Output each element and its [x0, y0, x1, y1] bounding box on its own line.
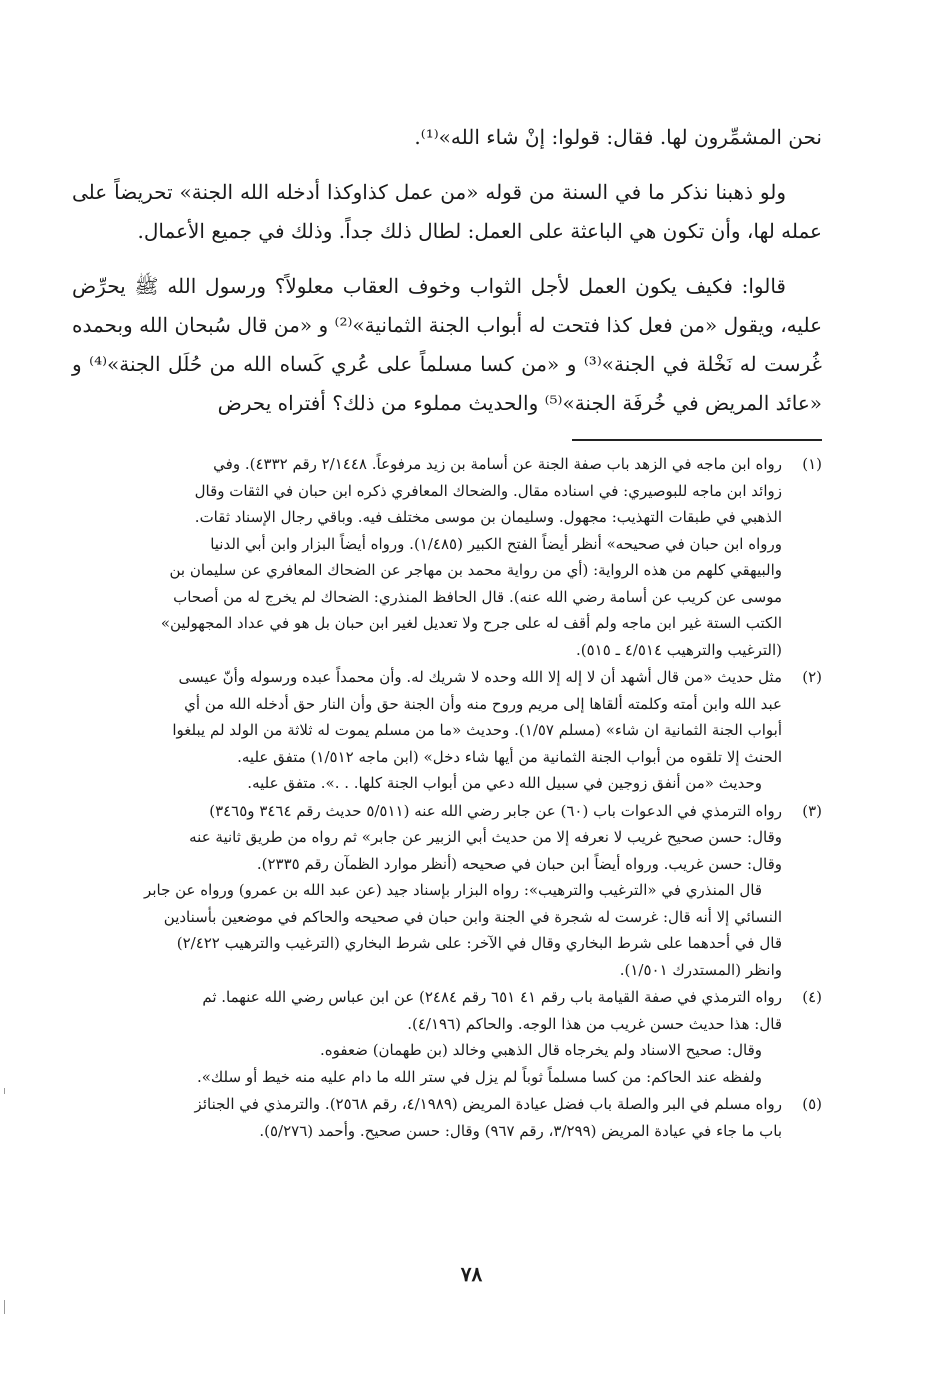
footnotes [72, 451, 822, 1144]
footnote-line: رواه الترمذي في صفة القيامة باب رقم ٤١ ٦٥١ رقم ٢٤٨٤) عن ابن عباس رضي الله عنهما. ثم [202, 988, 782, 1006]
page-number: ٧٨ [460, 1262, 483, 1286]
footnote-line: باب ما جاء في عيادة المريض (٣/٢٩٩، رقم ٩٦٧) وقال: حسن صحيح. وأحمد (٥/٢٧٦). [259, 1121, 782, 1140]
footnote-5 [72, 1091, 822, 1144]
footnote-3 [72, 798, 822, 984]
footnote-body [72, 984, 782, 1090]
footnote-1 [72, 451, 822, 663]
footnote-body [72, 798, 782, 984]
main-text [72, 118, 822, 423]
footnote-line: عبد الله وابن أمته وكلمته ألقاها إلى مريم وروح منه وأن الجنة حق وأن النار حق أدخله الله من أي [184, 694, 782, 713]
footnote-line: وقال: حسن صحيح غريب لا نعرفه إلا من حديث أبي الزبير عن جابر» ثم رواه من طريق ثانية عنه [189, 828, 782, 846]
footnote-subline: وقال: صحيح الاسناد ولم يخرجاه قال الذهبي وخالد (بن طهمان) ضعفوه. [319, 1041, 762, 1059]
footnote-subline: قال المنذري في «الترغيب والترهيب»: رواه البزار بإسناد جيد (عن عبد الله بن عمرو) ورواه عن جابر [144, 881, 762, 899]
footnote-line: مثل حديث «من قال أشهد أن لا إله إلا الله وحده لا شريك له. وأن محمداً عبده ورسوله وأنّ عيسى [178, 668, 782, 686]
footnote-line: والبيهقي كلهم من هذه الرواية: (أي من رواية محمد بن مهاجر عن الضحاك المعافري عن سليمان بن [169, 561, 782, 579]
footnote-body [72, 451, 782, 663]
footnote-body [72, 1091, 782, 1144]
footnote-line: أبواب الجنة الثمانية ان شاء» (مسلم ١/٥٧). وحديث «ما من مسلم يموت له ثلاثة من الولد لم يبلغوا [172, 721, 782, 739]
footnote-number: (٣) [802, 801, 822, 820]
footnote-number: (١) [802, 455, 822, 473]
paragraph-2: ولو ذهبنا نذكر ما في السنة من قوله «من عمل كذاوكذا أدخله الله الجنة» تحريضاً على عمله لها، وأن تكون هي الباعثة على العمل: لطال ذلك جداً. وذلك في جميع الأعمال. [72, 180, 822, 243]
footnote-line: (الترغيب والترهيب ٤/٥١٤ ـ ٥١٥). [576, 640, 782, 659]
paragraph-1: نحن المشمِّرون لها. فقال: قولوا: إنْ شاء الله»⁽¹⁾. [414, 125, 822, 149]
footnote-line: الحنث إلا تلقوه من أبواب الجنة الثمانية من أيها شاء دخل» (ابن ماجه ١/٥١٢) متفق عليه. [237, 747, 782, 766]
footnote-line: قال: هذا حديث حسن غريب من هذا الوجه. والحاكم (٤/١٩٦). [407, 1014, 782, 1033]
footnote-line: ورواه ابن حبان في صحيحه» أنظر أيضاً الفتح الكبير (١/٤٨٥). ورواه أيضاً البزار وابن أبي الدنيا [210, 534, 782, 553]
footnote-line: قال في أحدهما على شرط البخاري وقال في الآخر: على شرط البخاري (الترغيب والترهيب ٢/٤٢٢) [176, 934, 782, 952]
footnote-number: (٤) [802, 988, 822, 1006]
footnote-body [72, 664, 782, 797]
footnote-line: النسائي إلا أنه قال: غرست له شجرة في الجنة وابن حبان في صحيحه والحاكم في موضعين بأسنادين [163, 907, 782, 926]
footnote-line: رواه ابن ماجه في الزهد باب صفة الجنة عن أسامة بن زيد مرفوعاً. ٢/١٤٤٨ رقم ٤٣٣٢). وفي [213, 455, 782, 473]
footnote-separator [572, 439, 822, 441]
paragraph-3: قالوا: فكيف يكون العمل لأجل الثواب وخوف العقاب معلولاً؟ ورسول الله ﷺ يحرِّض عليه، ويقول «من فعل كذا فتحت له أبواب الجنة الثمانية»⁽²⁾ و «من قال سُبحان الله وبحمده غُرست له نَخْلة في الجنة»⁽³⁾ و «من كسا مسلماً على عُري كَساه الله من حُلَل الجنة»⁽⁴⁾ و «عائد المريض في خُرفَة الجنة»⁽⁵⁾ والحديث مملوء من ذلك؟ أفتراه يحرض [72, 274, 822, 415]
scan-edge-mark [4, 1088, 5, 1094]
footnote-2 [72, 664, 822, 797]
footnote-4 [72, 984, 822, 1090]
footnote-line: زوائد ابن ماجه للبوصيري: في اسناده مقال. والضحاك المعافري ذكره ابن حبان في الثقات وقال [194, 481, 782, 500]
footnote-subline: وحديث «من أنفق زوجين في سبيل الله دعي من أبواب الجنة كلها. . .». متفق عليه. [247, 774, 762, 792]
footnote-subline: ولفظه عند الحاكم: من كسا مسلماً ثوباً لم يزل في ستر الله ما دام عليه منه خيط أو سلك». [196, 1067, 762, 1086]
footnote-number: (٥) [802, 1095, 822, 1113]
footnote-number: (٢) [802, 668, 822, 686]
footnote-line: وقال: حسن غريب. ورواه أيضاً ابن حبان في صحيحه (أنظر موارد الظمآن رقم ٢٣٣٥). [256, 854, 782, 873]
footnote-line: رواه مسلم في البر والصلة باب فضل عيادة المريض (٤/١٩٨٩، رقم ٢٥٦٨). والترمذي في الجنائز [194, 1095, 782, 1113]
footnote-line: الذهبي في طبقات التهذيب: مجهول. وسليمان بن موسى مختلف فيه. وباقي رجال الإسناد ثقات. [194, 508, 782, 526]
footnote-line: وانظر (المستدرك ١/٥٠١). [619, 960, 782, 979]
footnote-line: الكتب الستة غير ابن ماجه ولم أقف له على جرح ولا تعديل لغير ابن حبان بل هو في عداد المجهولين» [160, 614, 782, 632]
footnote-line: موسى عن كريب عن أسامة رضي الله عنه). قال الحافظ المنذري: الضحاك لم يخرج له من أصحاب [173, 587, 782, 606]
book-page [72, 118, 822, 1145]
footnote-line: رواه الترمذي في الدعوات باب (٦٠) عن جابر رضي الله عنه (٥/٥١١ حديث رقم ٣٤٦٤ و٣٤٦٥) [209, 801, 782, 820]
scan-edge-mark [4, 1300, 5, 1314]
